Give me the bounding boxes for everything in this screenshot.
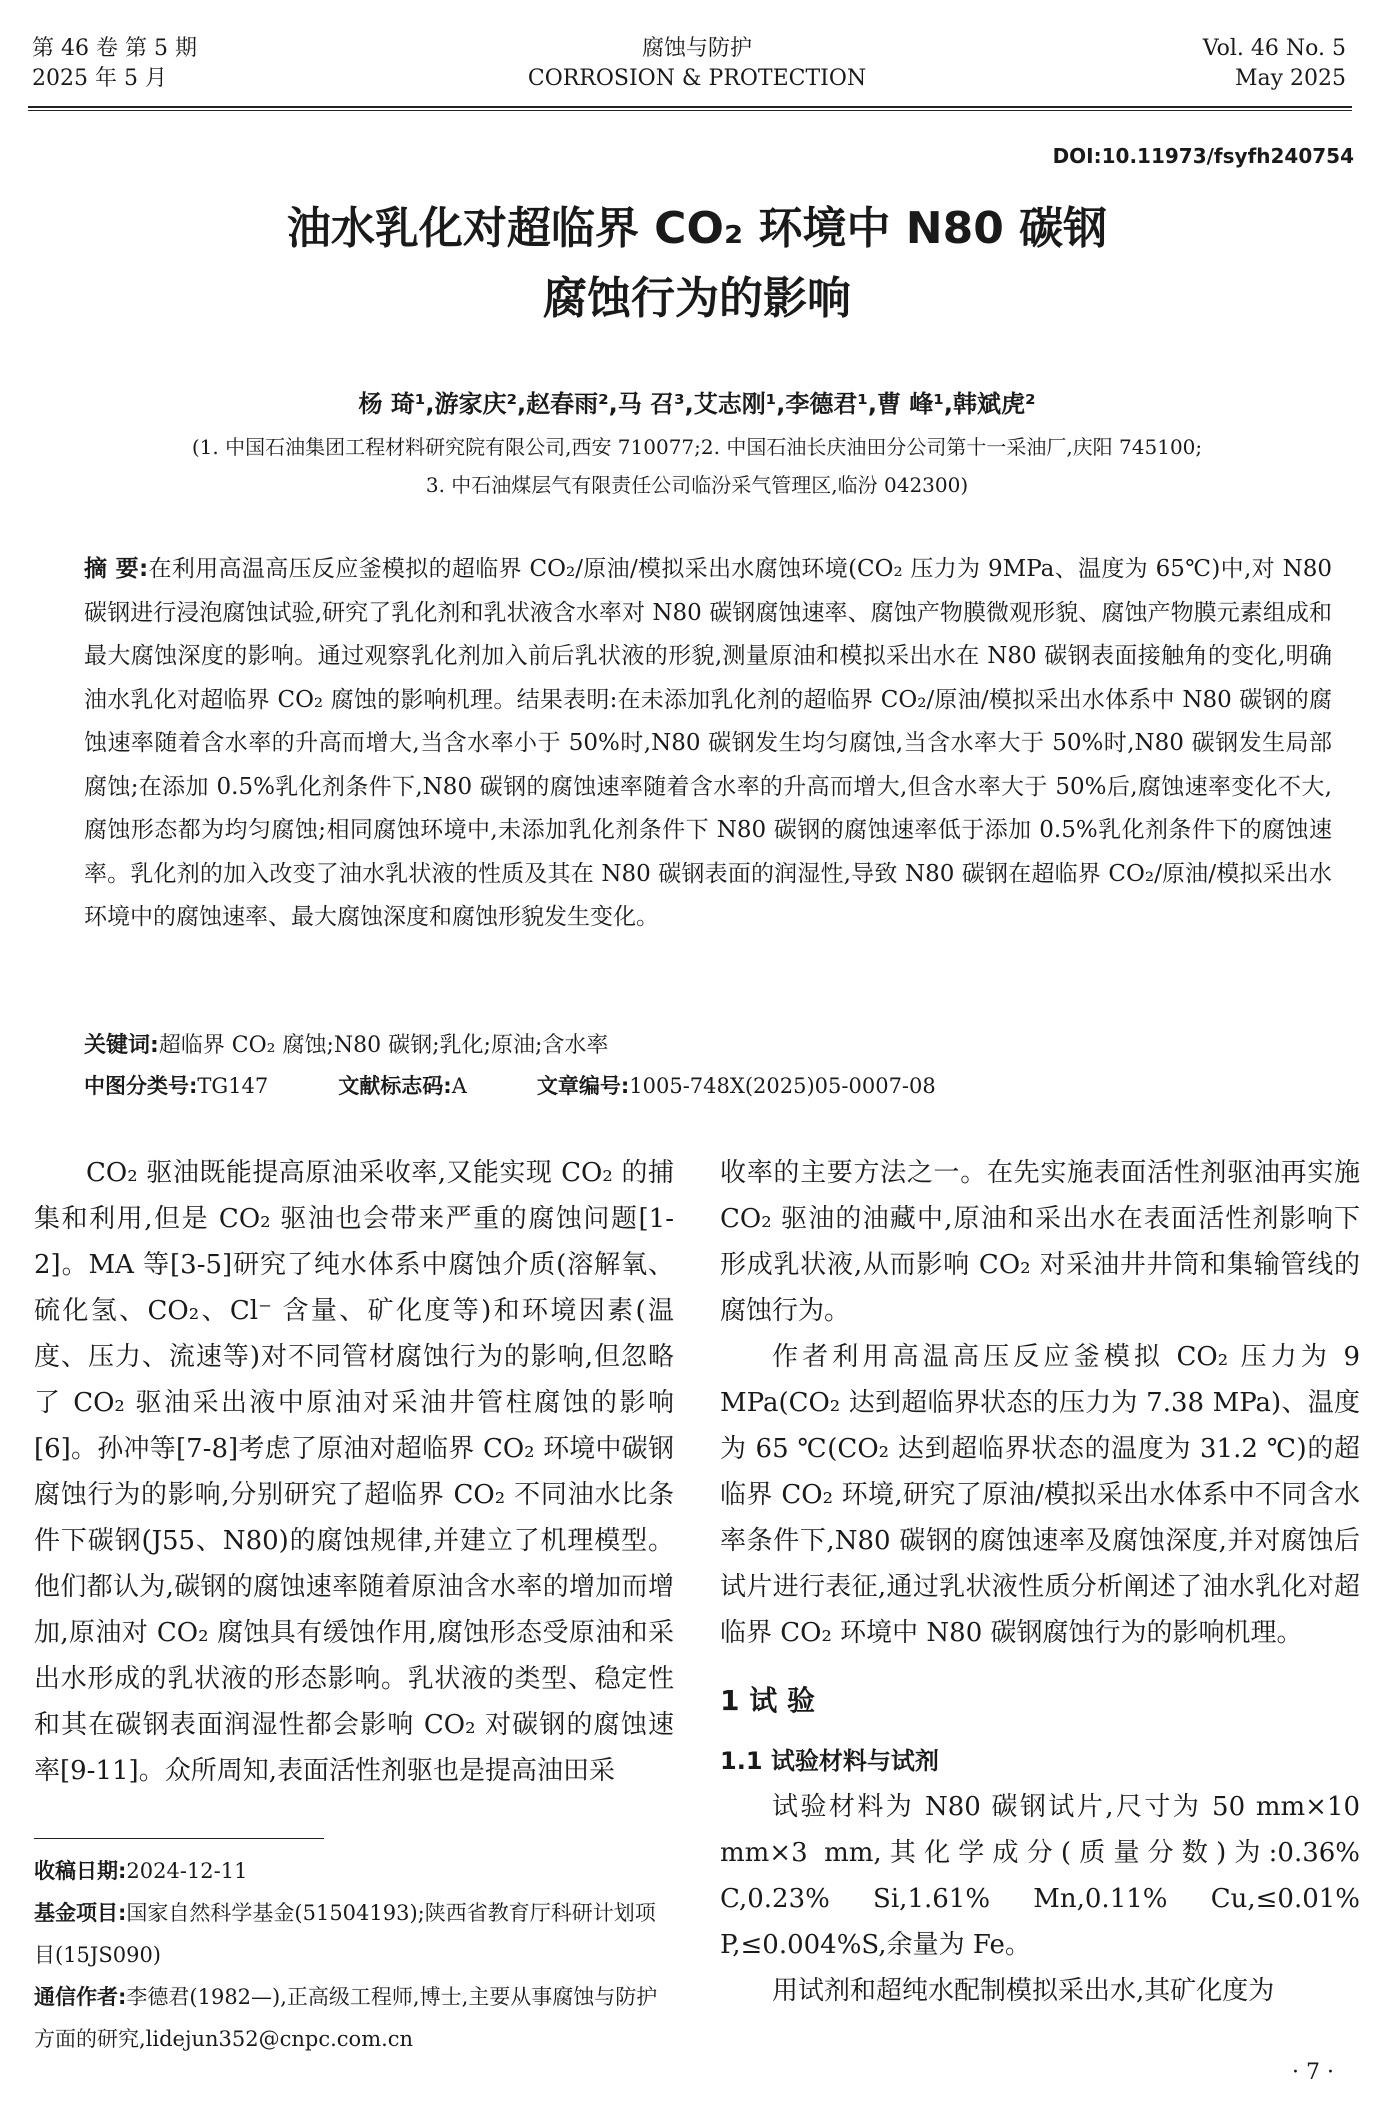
- received-value: 2024-12-11: [126, 1859, 248, 1883]
- received-date: [34, 1850, 674, 1892]
- intro-paragraph-1: CO₂ 驱油既能提高原油采收率,又能实现 CO₂ 的捕集和利用,但是 CO₂ 驱油也会带来严重的腐蚀问题[1-2]。MA 等[3-5]研究了纯水体系中腐蚀介质(溶解氧、硫化氢、CO₂、Cl⁻ 含量、矿化度等)和环境因素(温度、压力、流速等)对不同管材腐蚀行为的影响,但忽略了 CO₂ 驱油采出液中原油对采油井管柱腐蚀的影响[6]。孙冲等[7-8]考虑了原油对超临界 CO₂ 环境中碳钢腐蚀行为的影响,分别研究了超临界 CO₂ 不同油水比条件下碳钢(J55、N80)的腐蚀规律,并建立了机理模型。他们都认为,碳钢的腐蚀速率随着原油含水率的增加而增加,原油对 CO₂ 腐蚀具有缓蚀作用,腐蚀形态受原油和采出水形成的乳状液的形态影响。乳状液的类型、稳定性和其在碳钢表面润湿性都会影响 CO₂ 对碳钢的腐蚀速率[9-11]。众所周知,表面活性剂驱也是提高油田采: [34, 1158, 674, 1786]
- abstract-text: 在利用高温高压反应釜模拟的超临界 CO₂/原油/模拟采出水腐蚀环境(CO₂ 压力为 9MPa、温度为 65℃)中,对 N80 碳钢进行浸泡腐蚀试验,研究了乳化剂和乳状液含水率对 N80 碳钢腐蚀速率、腐蚀产物膜微观形貌、腐蚀产物膜元素组成和最大腐蚀深度的影响。通过观察乳化剂加入前后乳状液的形貌,测量原油和模拟采出水在 N80 碳钢表面接触角的变化,明确油水乳化对超临界 CO₂ 腐蚀的影响机理。结果表明:在未添加乳化剂的超临界 CO₂/原油/模拟采出水体系中 N80 碳钢的腐蚀速率随着含水率的升高而增大,当含水率小于 50%时,N80 碳钢发生均匀腐蚀,当含水率大于 50%时,N80 碳钢发生局部腐蚀;在添加 0.5%乳化剂条件下,N80 碳钢的腐蚀速率随着含水率的升高而增大,但含水率大于 50%后,腐蚀速率变化不大,腐蚀形态都为均匀腐蚀;相同腐蚀环境中,未添加乳化剂条件下 N80 碳钢的腐蚀速率低于添加 0.5%乳化剂条件下的腐蚀速率。乳化剂的加入改变了油水乳状液的性质及其在 N80 碳钢表面的润湿性,导致 N80 碳钢在超临界 CO₂/原油/模拟采出水环境中的腐蚀速率、最大腐蚀深度和腐蚀形貌发生变化。: [84, 556, 1332, 930]
- keywords-text: 超临界 CO₂ 腐蚀;N80 碳钢;乳化;原油;含水率: [158, 1033, 609, 1058]
- doc-code-value: A: [451, 1074, 467, 1098]
- classification-line: [84, 1070, 1332, 1100]
- right-column: [720, 1150, 1360, 2014]
- doi: DOI:10.11973/fsyfh240754: [1052, 144, 1354, 168]
- intro-paragraph-2: 作者利用高温高压反应釜模拟 CO₂ 压力为 9 MPa(CO₂ 达到超临界状态的压力为 7.38 MPa)、温度为 65 ℃(CO₂ 达到超临界状态的温度为 31.2 ℃)的超临界 CO₂ 环境,研究了原油/模拟采出水体系中不同含水率条件下,N80 碳钢的腐蚀速率及腐蚀深度,并对腐蚀后试片进行表征,通过乳状液性质分析阐述了油水乳化对超临界 CO₂ 环境中 N80 碳钢腐蚀行为的影响机理。: [720, 1342, 1360, 1648]
- issue-date-en: May 2025: [1234, 66, 1346, 91]
- keywords: [84, 1028, 608, 1059]
- doc-code-label: 文献标志码:: [338, 1074, 452, 1098]
- abstract-label: 摘 要:: [84, 556, 149, 582]
- article-number-value: 1005-748X(2025)05-0007-08: [629, 1074, 936, 1098]
- footnote-rule: [34, 1838, 324, 1839]
- received-label: 收稿日期:: [34, 1859, 127, 1883]
- header-rule: [28, 106, 1352, 108]
- fund-info: [34, 1892, 674, 1976]
- fund-label: 基金项目:: [34, 1901, 127, 1925]
- corresponding-author: [34, 1976, 674, 2060]
- volume-issue: 第 46 卷 第 5 期: [32, 36, 197, 61]
- abstract: [84, 548, 1332, 940]
- subsection-heading-1-1: 1.1 试验材料与试剂: [720, 1747, 939, 1775]
- volume-issue-en: Vol. 46 No. 5: [1202, 36, 1346, 61]
- journal-name-cn: 腐蚀与防护: [641, 36, 752, 61]
- corresponding-author-label: 通信作者:: [34, 1985, 127, 2009]
- journal-issue: [32, 34, 197, 94]
- affiliation-line2: 3. 中石油煤层气有限责任公司临汾采气管理区,临汾 042300): [425, 473, 969, 497]
- paper-title-line1: 油水乳化对超临界 CO₂ 环境中 N80 碳钢: [286, 203, 1108, 254]
- journal-name-en: CORROSION & PROTECTION: [527, 66, 867, 91]
- journal-name: [450, 34, 944, 94]
- intro-paragraph-continued: 收率的主要方法之一。在先实施表面活性剂驱油再实施 CO₂ 驱油的油藏中,原油和采出水在表面活性剂影响下形成乳状液,从而影响 CO₂ 对采油井井筒和集输管线的腐蚀行为。: [720, 1158, 1360, 1326]
- footnotes: [34, 1850, 674, 2060]
- header-rule-thin: [28, 110, 1352, 111]
- issue-date: 2025 年 5 月: [32, 66, 167, 91]
- clc-label: 中图分类号:: [84, 1074, 198, 1098]
- author-list: 杨 琦¹,游家庆²,赵春雨²,马 召³,艾志刚¹,李德君¹,曹 峰¹,韩斌虎²: [358, 390, 1036, 418]
- materials-paragraph: 试验材料为 N80 碳钢试片,尺寸为 50 mm×10 mm×3 mm,其化学成分(质量分数)为:0.36% C,0.23% Si,1.61% Mn,0.11% Cu,≤0.01% P,≤0.004%S,余量为 Fe。: [720, 1792, 1360, 1960]
- article-number-label: 文章编号:: [536, 1074, 630, 1098]
- clc-value: TG147: [197, 1074, 269, 1098]
- journal-issue-en: [1203, 34, 1346, 94]
- page-number: · 7 ·: [1292, 2060, 1334, 2085]
- water-paragraph: 用试剂和超纯水配制模拟采出水,其矿化度为: [772, 1976, 1275, 2006]
- keywords-label: 关键词:: [84, 1033, 159, 1058]
- section-heading-1: 1 试 验: [720, 1684, 815, 1717]
- corresponding-author-value: 李德君(1982—),正高级工程师,博士,主要从事腐蚀与防护方面的研究,lidejun352@cnpc.com.cn: [34, 1985, 658, 2051]
- fund-value: 国家自然科学基金(51504193);陕西省教育厅科研计划项目(15JS090): [34, 1901, 656, 1967]
- left-column: [34, 1150, 674, 1794]
- paper-title-line2: 腐蚀行为的影响: [543, 273, 851, 324]
- affiliation-line1: (1. 中国石油集团工程材料研究院有限公司,西安 710077;2. 中国石油长庆油田分公司第十一采油厂,庆阳 745100;: [191, 435, 1203, 459]
